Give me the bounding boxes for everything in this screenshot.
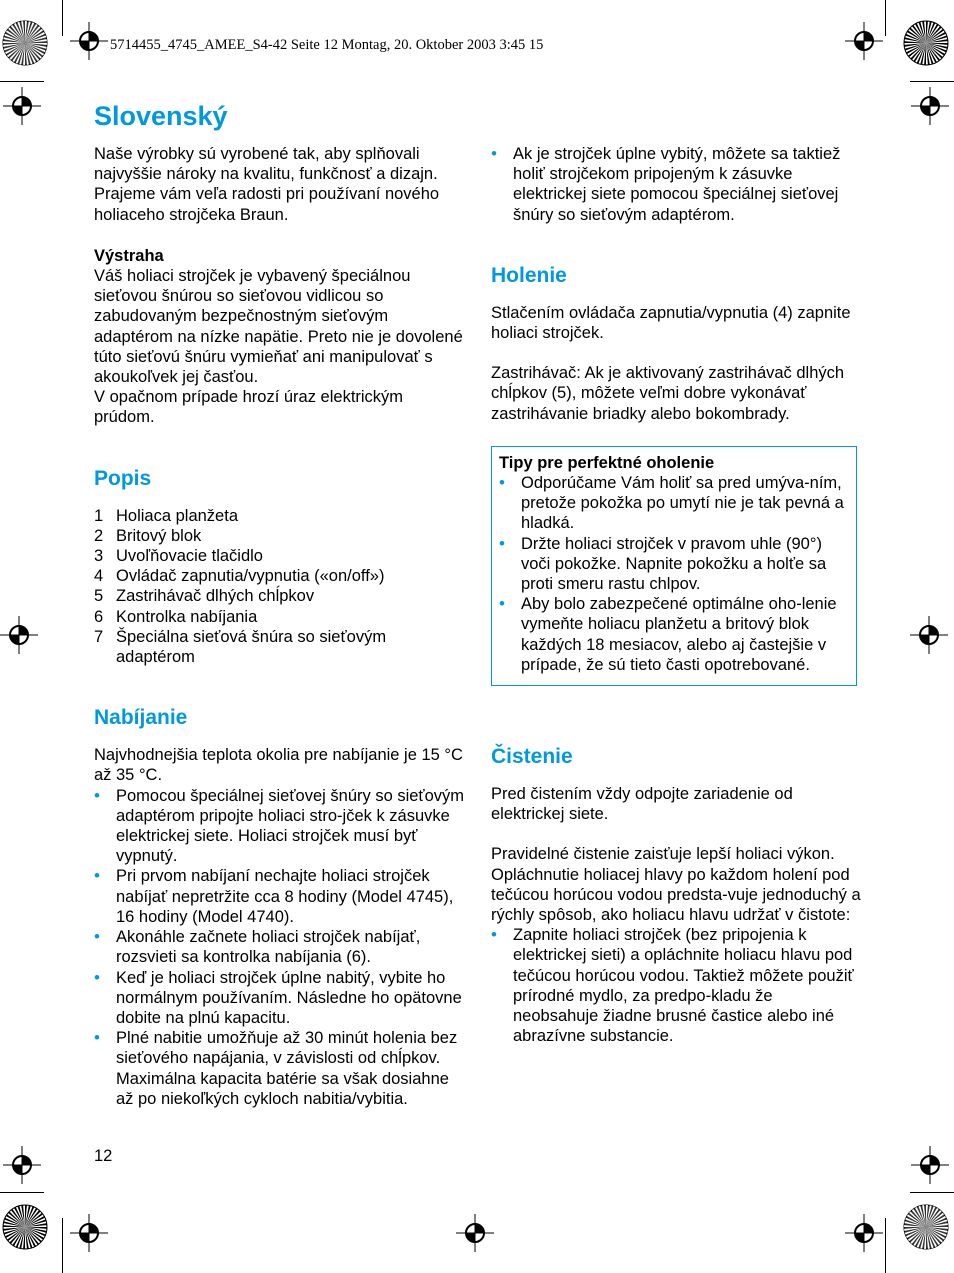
crop-line — [910, 81, 954, 82]
left-column — [94, 144, 466, 1109]
registration-crosshair-icon — [0, 616, 38, 654]
list-item — [94, 506, 466, 526]
item-label: Britový blok — [116, 526, 202, 545]
item-label: Špeciálna sieťová šnúra so sieťovým adaptérom — [116, 627, 387, 667]
item-label: Zastrihávač dlhých chĺpkov — [116, 587, 315, 606]
crop-line — [0, 81, 44, 82]
cleaning-paragraph-1: Pred čistením vždy odpojte zariadenie od elektrickej siete. — [491, 785, 793, 824]
section-heading-nabijanie: Nabíjanie — [94, 706, 188, 730]
list-item: • Plné nabitie umožňuje až 30 minút holenia bez sieťového napájania, v závislosti od chĺpkov. Maximálna kapacita batérie sa však dosiahne až po niekoľkých cykloch nabitia/vybitia. — [94, 1028, 466, 1109]
item-label: Ovládač zapnutia/vypnutia («on/off») — [116, 567, 385, 586]
sunburst-target-icon — [903, 20, 949, 66]
item-label: Holiaca planžeta — [116, 506, 238, 525]
sunburst-target-icon — [903, 1204, 949, 1250]
list-item: • Pomocou špeciálnej sieťovej šnúry so sieťovým adaptérom pripojte holiaci stro-jček k zásuvke elektrickej siete. Holiaci strojček musí byť vypnutý. — [94, 786, 466, 867]
shaving-paragraph-1: Stlačením ovládača zapnutia/vypnutia (4) zapnite holiaci strojček. — [491, 303, 851, 343]
list-item — [94, 607, 466, 627]
item-number: 7 — [94, 627, 104, 646]
list-item: • Keď je holiaci strojček úplne nabitý, vybite ho normálnym používaním. Následne ho opätovne dobite na plnú kapacitu. — [94, 968, 466, 1029]
item-number: 3 — [94, 547, 104, 566]
list-item: • Ak je strojček úplne vybitý, môžete sa taktiež holiť strojčekom pripojeným k zásuvke elektrickej siete pomocou špeciálnej sieťovej šnúry so sieťovým adaptérom. — [491, 144, 861, 225]
registration-crosshair-icon — [911, 87, 949, 125]
crop-line — [885, 0, 886, 36]
registration-crosshair-icon — [845, 1214, 883, 1252]
list-item — [94, 566, 466, 586]
list-item — [94, 586, 466, 606]
item-label: Uvoľňovacie tlačidlo — [116, 547, 263, 566]
registration-crosshair-icon — [3, 1146, 41, 1184]
item-number: 5 — [94, 587, 104, 606]
section-heading-holenie: Holenie — [491, 263, 567, 287]
crop-line — [62, 1218, 63, 1273]
warning-text: Váš holiaci strojček je vybavený špeciálnou sieťovou šnúrou so sieťovou vidlicou so zabudovaným bezpečnostným sieťovým adaptérom na nízke napätie. Preto nie je dovolené túto sieťovú šnúru vymieňať ani manipulovať s akoukoľvek jej časťou. — [94, 267, 463, 387]
right-column — [491, 144, 861, 1047]
registration-crosshair-icon — [70, 1214, 108, 1252]
warning-text-2: V opačnom prípade hrozí úraz elektrickým prúdom. — [94, 388, 404, 427]
page-title: Slovenský — [94, 101, 228, 131]
list-item — [94, 526, 466, 546]
tips-box — [491, 446, 857, 686]
crop-line — [0, 1192, 44, 1193]
charging-bullets-continued — [491, 144, 861, 225]
charging-intro: Najvhodnejšia teplota okolia pre nabíjanie je 15 °C až 35 °C. — [94, 746, 463, 785]
registration-crosshair-icon — [456, 1214, 494, 1252]
item-label: Kontrolka nabíjania — [116, 607, 258, 626]
list-item: • Pri prvom nabíjaní nechajte holiaci strojček nabíjať nepretržite cca 8 hodiny (Model 4745), 16 hodiny (Model 4740). — [94, 866, 466, 927]
registration-crosshair-icon — [911, 1146, 949, 1184]
item-number: 4 — [94, 567, 104, 586]
registration-crosshair-icon — [845, 22, 883, 60]
registration-crosshair-icon — [3, 87, 41, 125]
print-info-line: 5714455_4745_AMEE_S4-42 Seite 12 Montag, 20. Oktober 2003 3:45 15 — [110, 37, 544, 53]
section-heading-cistenie: Čistenie — [491, 745, 573, 769]
item-number: 1 — [94, 506, 104, 525]
registration-crosshair-icon — [910, 616, 948, 654]
cleaning-bullets — [491, 925, 861, 1046]
page-number: 12 — [94, 1147, 113, 1165]
parts-list — [94, 506, 466, 668]
cleaning-paragraph-2: Pravidelné čistenie zaisťuje lepší holiaci výkon. Opláchnutie holiacej hlavy po každom holení pod tečúcou horúcou vodou predsta-vuje jednoduchý a rýchly spôsob, ako holiacu hlavu udržať v čistote: — [491, 845, 861, 925]
sunburst-target-icon — [2, 20, 48, 66]
list-item: • Držte holiaci strojček v pravom uhle (90°) voči pokožke. Napnite pokožku a holťe sa proti smeru rastu chlpov. — [499, 534, 848, 595]
intro-paragraph: Naše výrobky sú vyrobené tak, aby splňovali najvyššie nároky na kvalitu, funkčnosť a dizajn. Prajeme vám veľa radosti pri používaní nového holiaceho strojčeka Braun. — [94, 145, 440, 224]
shaving-paragraph-2: Zastrihávač: Ak je aktivovaný zastrihávač dlhých chĺpkov (5), môžete veľmi dobre vykonávať zastrihávanie briadky alebo bokombrady. — [491, 364, 845, 423]
registration-crosshair-icon — [70, 22, 108, 60]
crop-line — [62, 0, 63, 36]
list-item: • Odporúčame Vám holiť sa pred umýva-ním, pretože pokožka po umytí nie je tak pevná a hladká. — [499, 473, 848, 534]
list-item — [94, 546, 466, 566]
warning-heading: Výstraha — [94, 246, 164, 265]
tips-heading: Tipy pre perfektné oholenie — [499, 453, 715, 472]
list-item: • Akonáhle začnete holiaci strojček nabíjať, rozsvieti sa kontrolka nabíjania (6). — [94, 927, 466, 967]
item-number: 2 — [94, 526, 104, 545]
crop-line — [885, 1218, 886, 1273]
tips-bullets — [499, 473, 848, 675]
section-heading-popis: Popis — [94, 466, 152, 490]
list-item: • Aby bolo zabezpečené optimálne oho-lenie vymeňte holiacu planžetu a britový blok každých 18 mesiacov, alebo aj častejšie v prípade, že sú tieto časti opotrebované. — [499, 594, 848, 675]
item-number: 6 — [94, 607, 104, 626]
list-item — [94, 627, 466, 667]
crop-line — [910, 1192, 954, 1193]
sunburst-target-icon — [2, 1204, 48, 1250]
list-item: • Zapnite holiaci strojček (bez pripojenia k elektrickej sieti) a opláchnite holiacu hlavu pod tečúcou horúcou vodou. Taktiež môžete použiť prírodné mydlo, za predpo-kladu že neobsahuje žiadne brusné častice alebo iné abrazívne substancie. — [491, 925, 861, 1046]
charging-bullets — [94, 786, 466, 1109]
